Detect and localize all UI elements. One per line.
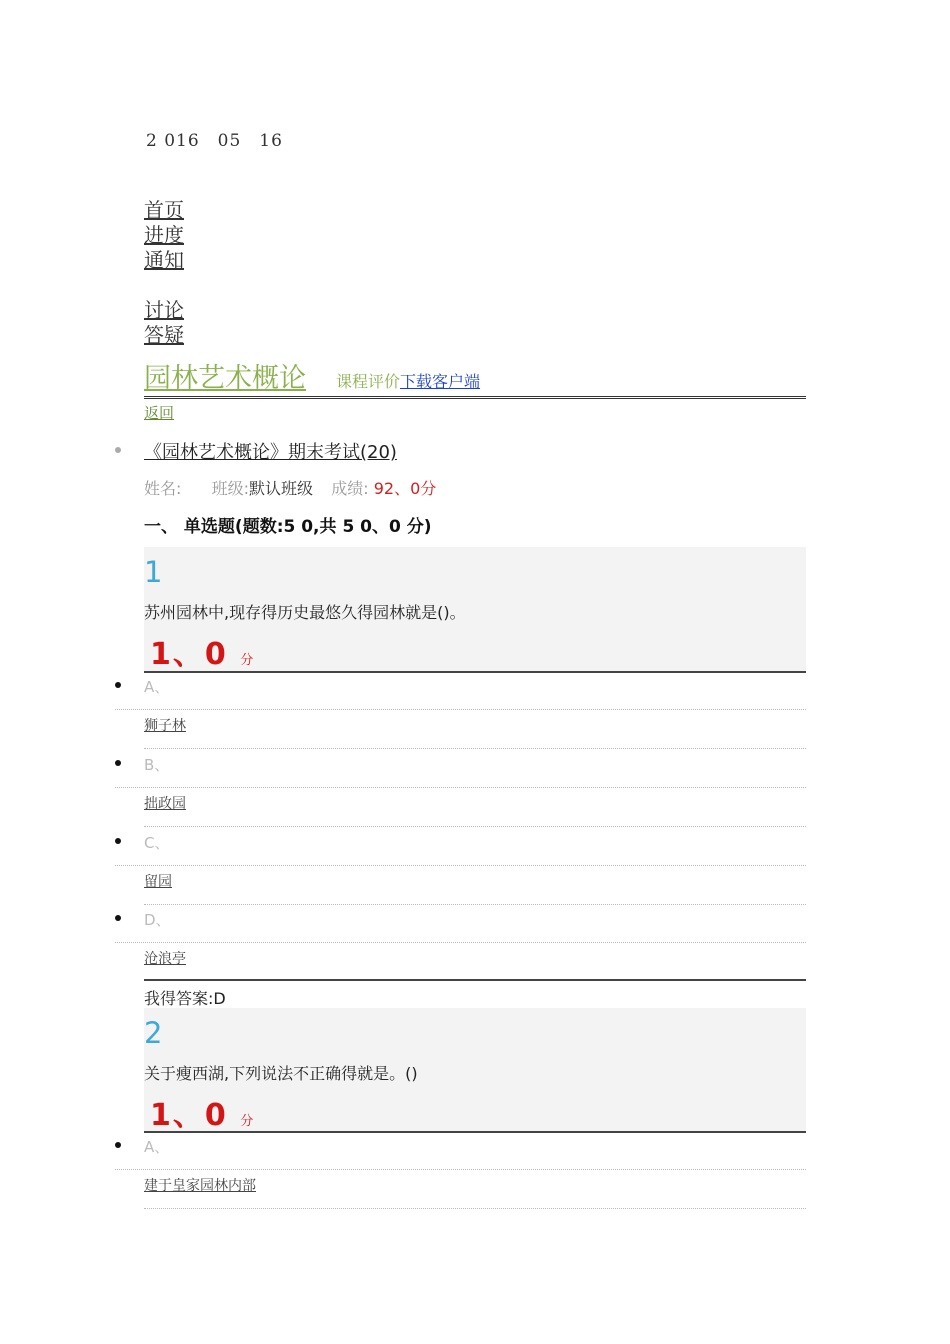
option-letter: D、 (144, 911, 171, 929)
nav-progress-link[interactable]: 进度 (144, 223, 184, 247)
divider (115, 942, 806, 943)
nav-home-link[interactable]: 首页 (144, 198, 184, 222)
bullet-icon (115, 915, 121, 921)
question-points-unit: 分 (240, 1114, 254, 1129)
course-title[interactable]: 园林艺术概论 (144, 363, 306, 394)
bullet-icon (115, 682, 121, 688)
score-label: 成绩: (331, 479, 369, 498)
divider (115, 1169, 806, 1170)
class-value: 默认班级 (249, 479, 314, 498)
date: 2 016 05 16 (146, 131, 283, 151)
question-number: 1 (144, 555, 163, 589)
option-text[interactable]: 沧浪亭 (144, 951, 186, 967)
option-text[interactable]: 狮子林 (144, 718, 186, 734)
question-text: 苏州园林中,现存得历史最悠久得园林就是()。 (144, 603, 466, 622)
section-title: 一、 单选题(题数:5 0,共 5 0、0 分) (144, 517, 432, 537)
course-header (144, 356, 806, 399)
question-card (144, 547, 806, 673)
option-letter: C、 (144, 834, 170, 852)
score-value: 92、0分 (373, 479, 437, 498)
question-text: 关于瘦西湖,下列说法不正确得就是。() (144, 1064, 418, 1083)
bullet-icon (115, 1142, 121, 1148)
option-text[interactable]: 拙政园 (144, 796, 186, 812)
question-points-value: 1、0 (150, 1098, 228, 1133)
question-card (144, 1008, 806, 1133)
option-text[interactable]: 留园 (144, 874, 172, 890)
nav-notice-link[interactable]: 通知 (144, 248, 184, 272)
option-letter: A、 (144, 678, 170, 696)
class-label: 班级: (211, 479, 249, 498)
download-client-link[interactable]: 下载客户端 (400, 372, 481, 391)
bullet-icon (115, 838, 121, 844)
divider (144, 1208, 806, 1209)
bullet-icon (115, 447, 121, 453)
question-points (150, 629, 253, 673)
bullet-icon (115, 760, 121, 766)
exam-info (144, 476, 436, 499)
nav-discussion-link[interactable]: 讨论 (144, 298, 184, 322)
question-points-unit: 分 (240, 653, 254, 668)
nav-qa-link[interactable]: 答疑 (144, 323, 184, 347)
name-label: 姓名: (144, 479, 182, 498)
question-points-value: 1、0 (150, 637, 228, 672)
option-text[interactable]: 建于皇家园林内部 (144, 1178, 256, 1194)
question-points (150, 1090, 253, 1134)
course-evaluation-link[interactable]: 课程评价 (336, 372, 401, 391)
divider (115, 709, 806, 710)
question-number: 2 (144, 1016, 163, 1050)
option-letter: A、 (144, 1138, 170, 1156)
divider (115, 865, 806, 866)
option-letter: B、 (144, 756, 170, 774)
back-link[interactable]: 返回 (144, 404, 175, 422)
divider (144, 748, 806, 749)
divider (115, 787, 806, 788)
nav-menu (144, 198, 184, 348)
exam-title[interactable]: 《园林艺术概论》期末考试(20) (144, 442, 397, 463)
my-answer: 我得答案:D (144, 989, 226, 1008)
divider (144, 826, 806, 827)
divider (144, 904, 806, 905)
answer-divider (144, 979, 806, 981)
